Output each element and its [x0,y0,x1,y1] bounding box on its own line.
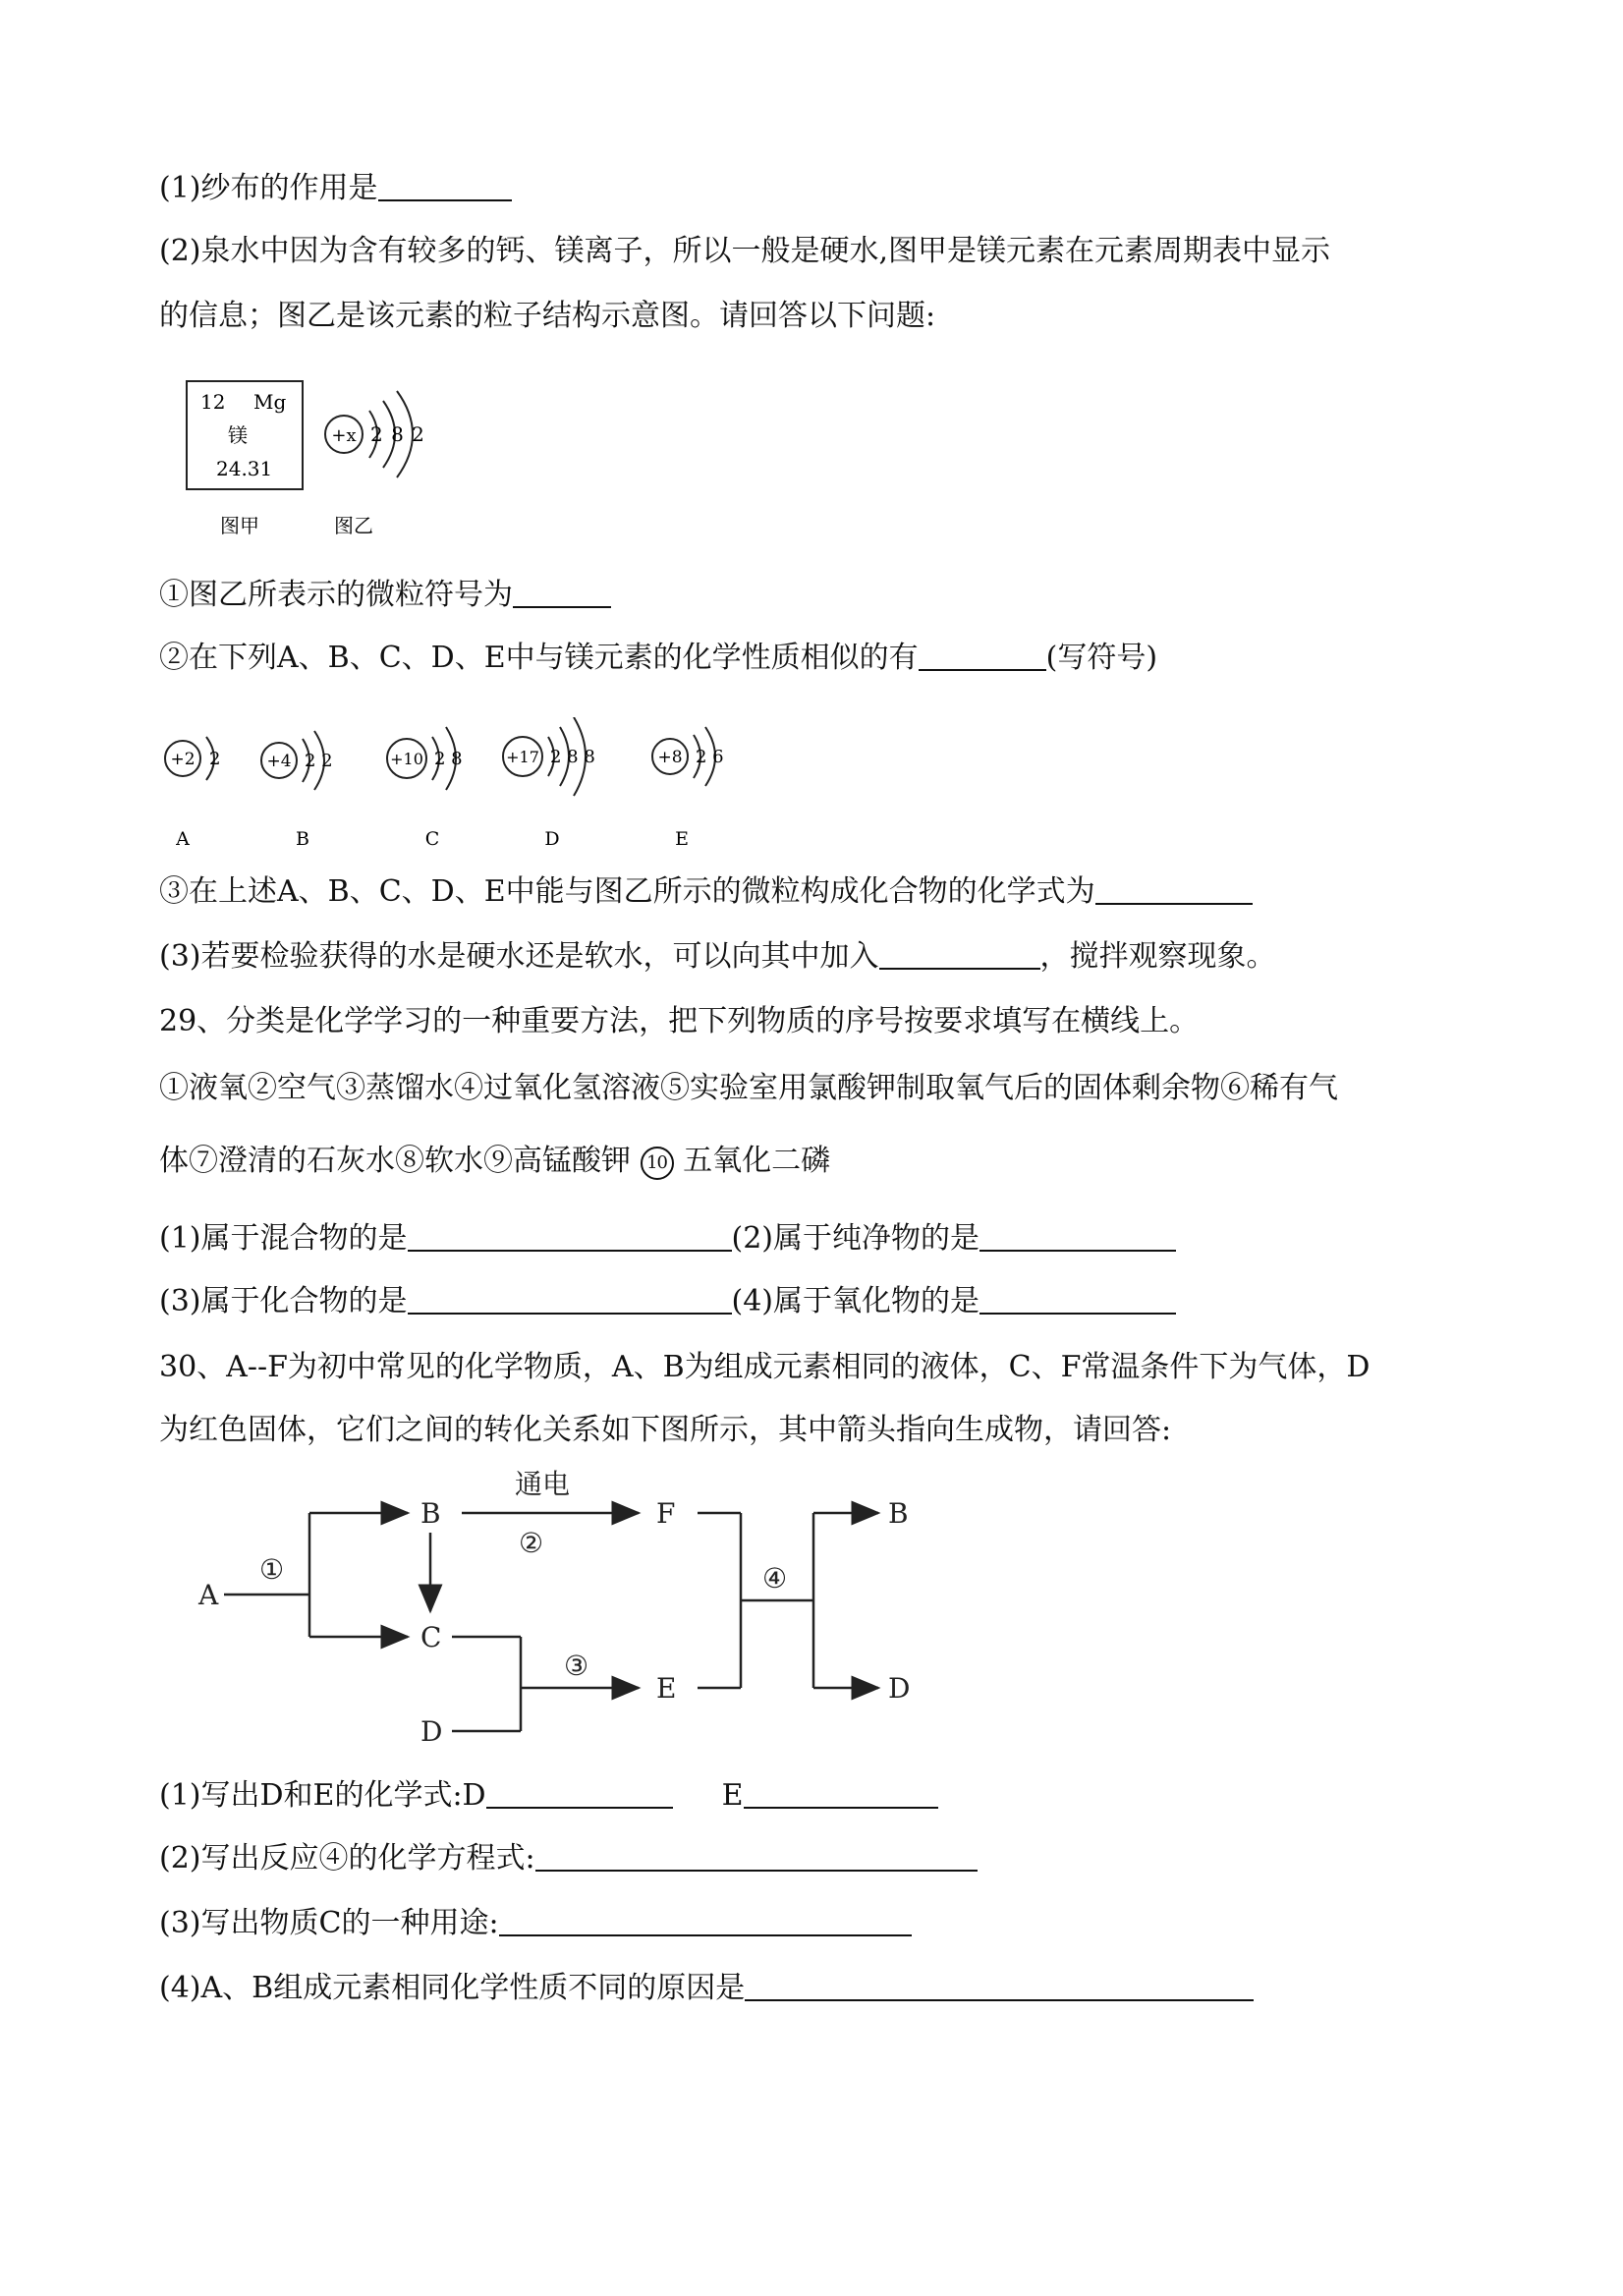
atom-label-a: A [176,828,190,850]
q30-a2-text: (2)写出反应④的化学方程式: [159,1841,535,1876]
q29-a4-text: (4)属于氧化物的是 [731,1284,979,1318]
q30-ans1 [159,1776,938,1816]
q28-sub2-text: ②在下列A、B、C、D、E中与镁元素的化学性质相似的有 [159,641,919,675]
q28-part1-text: (1)纱布的作用是 [159,171,378,205]
figure-jia-yi [177,373,442,550]
step-3: ③ [564,1650,589,1682]
svg-text:+10: +10 [390,750,423,768]
step-4: ④ [762,1562,788,1595]
element-name: 镁 [228,423,248,447]
q28-sub2-blank[interactable] [919,640,1046,671]
atom-e [652,727,724,850]
q30-a4-text: (4)A、B组成元素相同化学性质不同的原因是 [159,1971,746,2005]
q29-a3-blank[interactable] [408,1283,732,1315]
svg-text:2 8: 2 8 [434,749,463,769]
q29-answers-row2 [159,1282,1176,1321]
node-e: E [656,1672,677,1705]
condition-tongdian: 通电 [515,1468,571,1500]
node-a: A [198,1579,219,1611]
q28-part1-blank[interactable] [378,170,512,201]
fig-label-yi: 图乙 [334,514,373,537]
q28-sub3-blank[interactable] [1095,873,1253,905]
atom-d [503,717,595,850]
q30-a3-text: (3)写出物质C的一种用途: [159,1906,499,1940]
q30-a1-text: (1)写出D和E的化学式:D [159,1778,486,1813]
svg-text:+2: +2 [170,750,196,769]
svg-text:2 6: 2 6 [696,747,724,767]
q30-ans4 [159,1969,1254,2008]
atom-label-d: D [544,828,560,850]
node-b-product: B [888,1497,909,1530]
node-f: F [656,1497,676,1530]
q30-a4-blank[interactable] [745,1970,1254,2001]
svg-text:2: 2 [209,749,221,769]
q28-part3-text: (3)若要检验获得的水是硬水还是软水，可以向其中加入 [159,939,879,974]
atom-a [165,737,220,850]
q29-answers-row1 [159,1219,1176,1259]
reaction-diagram [187,1464,1002,1759]
element-number: 12 [200,390,226,414]
q29-items-line2 [159,1142,830,1181]
atom-label-b: B [296,828,309,850]
electron-config: 2 8 2 [370,422,425,446]
q29-items-line1: ①液氧②空气③蒸馏水④过氧化氢溶液⑤实验室用氯酸钾制取氧气后的固体剩余物⑥稀有气 [159,1071,1338,1105]
element-mass: 24.31 [216,457,273,480]
q30-a1-e-label: E [721,1778,744,1813]
q28-part3 [159,937,1276,977]
q30-ans3 [159,1904,912,1943]
q29-a1-blank[interactable] [408,1220,732,1252]
q29-items-text: 体⑦澄清的石灰水⑧软水⑨高锰酸钾 [159,1144,631,1178]
q28-sub3-text: ③在上述A、B、C、D、E中能与图乙所示的微粒构成化合物的化学式为 [159,874,1095,909]
q29-a2-text: (2)属于纯净物的是 [731,1221,979,1256]
q29-a1-text: (1)属于混合物的是 [159,1221,408,1256]
svg-text:2 8 8: 2 8 8 [550,747,595,767]
q28-sub2 [159,639,1157,678]
q30-a1-blank-e[interactable] [744,1777,938,1809]
q30-intro-line1: 30、A--F为初中常见的化学物质，A、B为组成元素相同的液体，C、F常温条件下为气体，D [159,1350,1371,1384]
node-d-product: D [888,1672,911,1705]
atom-structures [157,717,747,860]
node-c: C [420,1621,442,1653]
q28-sub1-blank[interactable] [513,577,611,608]
q28-part1 [159,169,512,208]
q28-sub1 [159,576,611,615]
svg-text:2 2: 2 2 [305,751,333,771]
q29-a4-blank[interactable] [979,1283,1176,1315]
q29-title: 29、分类是化学学习的一种重要方法，把下列物质的序号按要求填写在横线上。 [159,1004,1200,1038]
q28-sub2-note: (写符号) [1045,641,1158,675]
node-d: D [420,1715,443,1748]
q28-part3-tail: ，搅拌观察现象。 [1039,939,1276,974]
atom-c [387,727,463,850]
q28-sub3 [159,872,1253,912]
circled-ten: 10 [641,1147,674,1180]
node-b: B [420,1497,441,1530]
atom-b [261,731,333,850]
q29-a2-blank[interactable] [979,1220,1176,1252]
q28-part2-line2: 的信息；图乙是该元素的粒子结构示意图。请回答以下问题: [159,299,936,333]
q29-items-tail: 五氧化二磷 [683,1144,831,1178]
svg-text:+17: +17 [506,748,539,766]
svg-text:+8: +8 [657,748,683,767]
fig-label-jia: 图甲 [220,514,259,537]
q30-intro-line2: 为红色固体，它们之间的转化关系如下图所示，其中箭头指向生成物，请回答: [159,1413,1172,1447]
q30-ans2 [159,1839,978,1878]
step-2: ② [519,1527,544,1559]
nucleus-charge: +x [331,425,357,446]
q29-a3-text: (3)属于化合物的是 [159,1284,408,1318]
q28-part3-blank[interactable] [879,938,1040,970]
element-symbol: Mg [253,390,287,414]
q28-sub1-text: ①图乙所表示的微粒符号为 [159,578,513,612]
q28-part2-line1: (2)泉水中因为含有较多的钙、镁离子，所以一般是硬水,图甲是镁元素在元素周期表中显示 [159,234,1331,268]
q30-a1-blank-d[interactable] [486,1777,673,1809]
atom-label-e: E [675,828,689,850]
q30-a2-blank[interactable] [535,1840,978,1872]
atom-label-c: C [424,828,440,850]
svg-text:+4: +4 [266,752,292,771]
q30-a3-blank[interactable] [499,1905,912,1936]
step-1: ① [259,1553,285,1586]
